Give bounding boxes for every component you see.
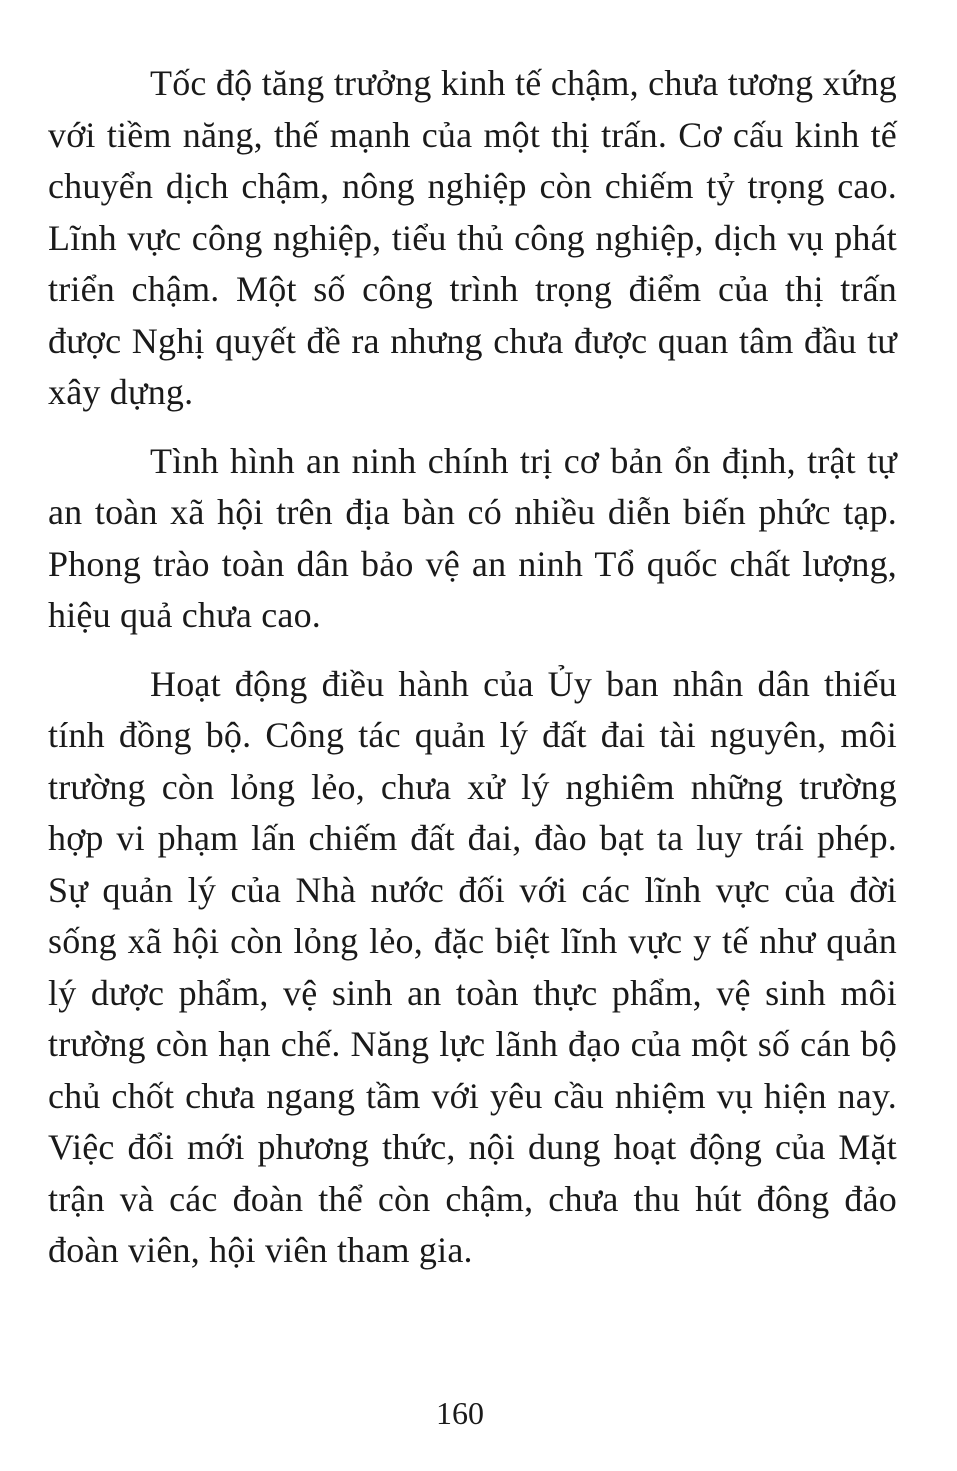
page-body [48,58,897,1277]
paragraph-security: Tình hình an ninh chính trị cơ bản ổn định, trật tự an toàn xã hội trên địa bàn có nhiều diễn biến phức tạp. Phong trào toàn dân bảo vệ an ninh Tổ quốc chất lượng, hiệu quả chưa cao. [48,440,897,635]
paragraph-administration: Hoạt động điều hành của Ủy ban nhân dân thiếu tính đồng bộ. Công tác quản lý đất đai tài nguyên, môi trường còn lỏng lẻo, chưa xử lý nghiêm những trường hợp vi phạm lấn chiếm đất đai, đào bạt ta luy trái phép. Sự quản lý của Nhà nước đối với các lĩnh vực của đời sống xã hội còn lỏng lẻo, đặc biệt lĩnh vực y tế như quản lý dược phẩm, vệ sinh an toàn thực phẩm, vệ sinh môi trường còn hạn chế. Năng lực lãnh đạo của một số cán bộ chủ chốt chưa ngang tầm với yêu cầu nhiệm vụ hiện nay. Việc đổi mới phương thức, nội dung hoạt động của Mặt trận và các đoàn thể còn chậm, chưa thu hút đông đảo đoàn viên, hội viên tham gia. [48,663,897,1270]
page-number: 160 [436,1395,484,1431]
paragraph-economy: Tốc độ tăng trưởng kinh tế chậm, chưa tương xứng với tiềm năng, thế mạnh của một thị trấn. Cơ cấu kinh tế chuyển dịch chậm, nông nghiệp còn chiếm tỷ trọng cao. Lĩnh vực công nghiệp, tiểu thủ công nghiệp, dịch vụ phát triển chậm. Một số công trình trọng điểm của thị trấn được Nghị quyết đề ra nhưng chưa được quan tâm đầu tư xây dựng. [48,63,897,412]
